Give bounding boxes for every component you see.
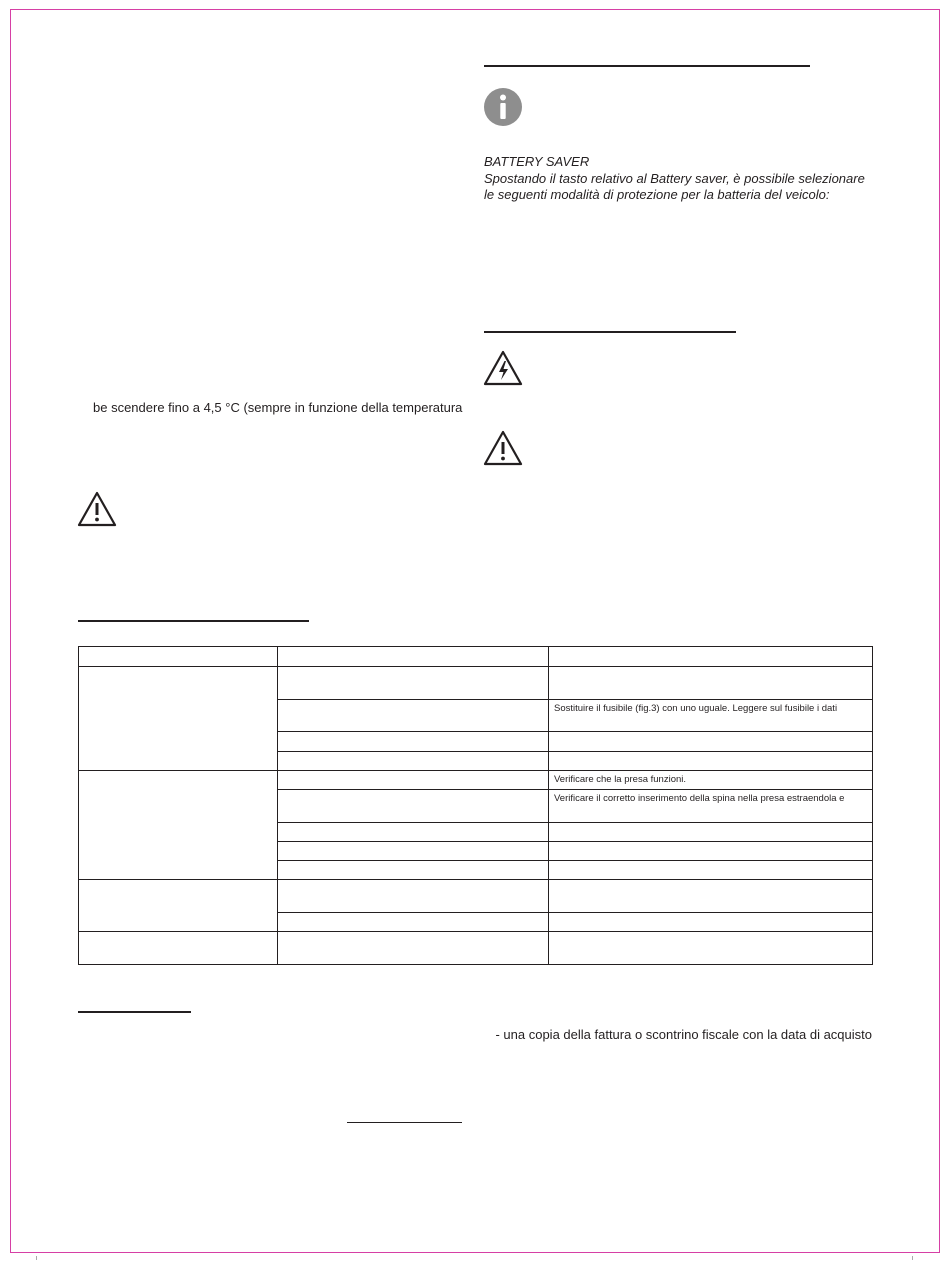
warning-icon: [77, 491, 117, 527]
table-cell-solution: Sostituire il fusibile (fig.3) con uno uguale. Leggere sul fusibile i dati: [549, 700, 873, 732]
table-cell-cause: [278, 913, 549, 932]
table-cell-cause: [278, 842, 549, 861]
table-header-cell: [79, 647, 278, 667]
battery-saver-title: BATTERY SAVER: [484, 154, 590, 169]
invoice-requirement-line: - una copia della fattura o scontrino fiscale con la data di acquisto: [495, 1027, 872, 1042]
table-cell-cause: [278, 667, 549, 700]
table-cell-cause: [278, 823, 549, 842]
crop-mark: [912, 1256, 913, 1260]
table-cell-problem: [79, 667, 278, 771]
section-rule-mid-right: [484, 331, 736, 333]
table-cell-solution: Verificare il corretto inserimento della spina nella presa estraendola e: [549, 790, 873, 823]
table-cell-problem: [79, 932, 278, 965]
info-icon: [484, 88, 522, 126]
table-row: [79, 932, 873, 965]
electric-hazard-icon: [483, 350, 523, 386]
table-cell-solution: [549, 861, 873, 880]
table-cell-cause: [278, 790, 549, 823]
table-header-row: [79, 647, 873, 667]
table-cell-cause: [278, 880, 549, 913]
table-cell-problem: [79, 880, 278, 932]
table-cell-cause: [278, 771, 549, 790]
table-row: [79, 880, 873, 913]
table-header-cell: [549, 647, 873, 667]
table-cell-cause: [278, 700, 549, 732]
table-row: [79, 771, 873, 790]
table-cell-solution: [549, 823, 873, 842]
underline-rule: [347, 1122, 462, 1123]
battery-saver-description-line2: le seguenti modalità di protezione per la batteria del veicolo:: [484, 187, 830, 202]
table-cell-cause: [278, 861, 549, 880]
table-cell-solution: [549, 667, 873, 700]
battery-saver-description-line1: Spostando il tasto relativo al Battery saver, è possibile selezionare: [484, 171, 865, 186]
warranty-section-rule: [78, 1011, 191, 1013]
table-cell-cause: [278, 752, 549, 771]
crop-mark: [36, 1256, 37, 1260]
warning-icon: [483, 430, 523, 466]
table-cell-solution: [549, 752, 873, 771]
table-cell-cause: [278, 932, 549, 965]
troubleshooting-section-rule: [78, 620, 309, 622]
table-cell-solution: [549, 880, 873, 913]
table-cell-solution: Verificare che la presa funzioni.: [549, 771, 873, 790]
troubleshooting-table: [78, 646, 873, 965]
temperature-text-line: be scendere fino a 4,5 °C (sempre in funzione della temperatura: [93, 400, 463, 415]
table-cell-solution: [549, 913, 873, 932]
table-cell-solution: [549, 932, 873, 965]
table-cell-solution: [549, 842, 873, 861]
table-header-cell: [278, 647, 549, 667]
table-cell-solution: [549, 732, 873, 752]
table-cell-problem: [79, 771, 278, 880]
table-cell-cause: [278, 732, 549, 752]
section-rule-top-right: [484, 65, 810, 67]
table-row: [79, 667, 873, 700]
